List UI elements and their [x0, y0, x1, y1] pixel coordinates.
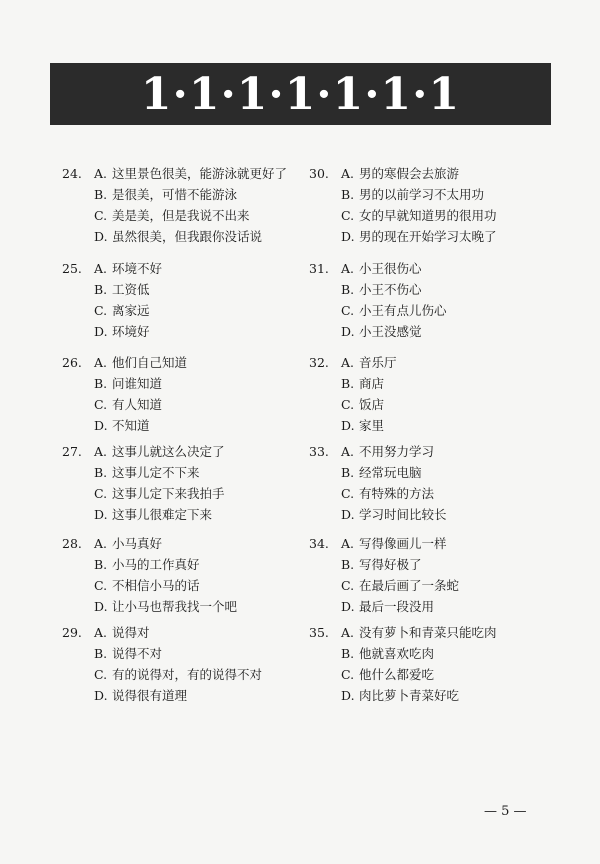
question-34: [309, 533, 559, 617]
question-number: [309, 643, 341, 664]
question-number: [62, 596, 94, 617]
option-letter: A.: [94, 444, 108, 459]
question-number: 26.: [62, 355, 82, 370]
option-row: [309, 575, 559, 596]
option-text: 肉比萝卜青菜好吃: [359, 688, 460, 703]
question-number: [62, 483, 94, 504]
option-row: [309, 664, 559, 685]
option-letter: C.: [94, 667, 108, 682]
question-number: 30.: [309, 166, 329, 181]
option-text: 商店: [359, 376, 385, 391]
option-letter: C.: [341, 667, 355, 682]
option-text: 经常玩电脑: [359, 465, 422, 480]
option-row: [309, 184, 559, 205]
option-row: [309, 415, 559, 436]
question-26: [62, 352, 312, 436]
option-text: 最后一段没用: [359, 599, 435, 614]
question-number: [62, 462, 94, 483]
option-text: 离家远: [112, 303, 150, 318]
option-letter: C.: [94, 397, 108, 412]
option-letter: D.: [94, 418, 108, 433]
option-letter: A.: [94, 625, 108, 640]
option-row: [309, 462, 559, 483]
option-text: 男的寒假会去旅游: [359, 166, 460, 181]
option-letter: A.: [341, 355, 355, 370]
option-row: [62, 554, 312, 575]
option-letter: A.: [94, 261, 108, 276]
option-text: 音乐厅: [359, 355, 397, 370]
option-text: 没有萝卜和青菜只能吃肉: [359, 625, 497, 640]
option-text: 问谁知道: [112, 376, 163, 391]
question-number: [309, 596, 341, 617]
option-letter: C.: [94, 578, 108, 593]
option-text: 美是美，但是我说不出来: [112, 208, 250, 223]
option-row: [62, 441, 312, 462]
option-row: [309, 394, 559, 415]
question-number: [62, 394, 94, 415]
option-text: 有特殊的方法: [359, 486, 435, 501]
question-number: [62, 643, 94, 664]
question-number: [62, 205, 94, 226]
question-number: [309, 226, 341, 247]
option-letter: B.: [341, 646, 355, 661]
option-row: [62, 664, 312, 685]
question-number: [62, 554, 94, 575]
option-letter: B.: [94, 465, 108, 480]
option-letter: B.: [94, 557, 108, 572]
option-text: 有的说得对，有的说得不对: [112, 667, 263, 682]
option-row: [309, 163, 559, 184]
option-text: 小王不伤心: [359, 282, 422, 297]
banner-text: 1·1·1·1·1·1·1: [140, 68, 461, 120]
question-number: [309, 415, 341, 436]
option-text: 不用努力学习: [359, 444, 435, 459]
question-number: [62, 184, 94, 205]
option-row: [62, 533, 312, 554]
option-row: [309, 226, 559, 247]
option-row: [309, 504, 559, 525]
question-number: [309, 685, 341, 706]
option-row: [309, 205, 559, 226]
option-text: 他就喜欢吃肉: [359, 646, 435, 661]
question-number: [309, 575, 341, 596]
option-row: [309, 554, 559, 575]
option-text: 这事儿定不下来: [112, 465, 200, 480]
option-row: [62, 163, 312, 184]
option-letter: A.: [341, 625, 355, 640]
question-29: [62, 622, 312, 706]
option-text: 饭店: [359, 397, 385, 412]
question-number: 25.: [62, 261, 82, 276]
option-letter: C.: [341, 303, 355, 318]
option-text: 环境好: [112, 324, 150, 339]
option-letter: C.: [341, 208, 355, 223]
option-text: 不相信小马的话: [112, 578, 200, 593]
page-number: — 5 —: [484, 804, 527, 819]
option-text: 让小马也帮我找一个吧: [112, 599, 238, 614]
question-number: [62, 664, 94, 685]
option-row: [62, 575, 312, 596]
option-letter: C.: [341, 486, 355, 501]
option-letter: A.: [341, 166, 355, 181]
option-text: 这事儿很难定下来: [112, 507, 213, 522]
question-number: [309, 554, 341, 575]
option-text: 学习时间比较长: [359, 507, 447, 522]
question-number: [309, 279, 341, 300]
option-text: 说得对: [112, 625, 150, 640]
question-24: [62, 163, 312, 247]
option-letter: A.: [341, 444, 355, 459]
option-text: 这事儿就这么决定了: [112, 444, 225, 459]
option-row: [62, 321, 312, 342]
question-number: [309, 504, 341, 525]
question-number: [62, 373, 94, 394]
option-row: [62, 394, 312, 415]
question-27: [62, 441, 312, 525]
option-text: 小王没感觉: [359, 324, 422, 339]
option-letter: D.: [94, 688, 108, 703]
option-row: [62, 685, 312, 706]
question-30: [309, 163, 559, 247]
question-number: [309, 373, 341, 394]
option-letter: D.: [341, 418, 355, 433]
option-row: [309, 685, 559, 706]
option-row: [62, 596, 312, 617]
question-number: [62, 279, 94, 300]
option-letter: B.: [341, 282, 355, 297]
option-letter: C.: [94, 208, 108, 223]
question-number: 27.: [62, 444, 82, 459]
question-33: [309, 441, 559, 525]
question-number: 29.: [62, 625, 82, 640]
option-letter: A.: [94, 166, 108, 181]
question-number: 35.: [309, 625, 329, 640]
option-row: [62, 373, 312, 394]
option-text: 男的现在开始学习太晚了: [359, 229, 497, 244]
option-letter: C.: [341, 397, 355, 412]
option-text: 工资低: [112, 282, 150, 297]
question-number: [309, 483, 341, 504]
question-number: [62, 415, 94, 436]
option-text: 家里: [359, 418, 385, 433]
option-letter: D.: [341, 599, 355, 614]
option-text: 环境不好: [112, 261, 163, 276]
option-text: 男的以前学习不太用功: [359, 187, 485, 202]
option-text: 小马真好: [112, 536, 163, 551]
option-letter: D.: [341, 229, 355, 244]
question-number: [62, 504, 94, 525]
option-text: 小王有点儿伤心: [359, 303, 447, 318]
option-row: [62, 622, 312, 643]
question-number: [309, 300, 341, 321]
question-35: [309, 622, 559, 706]
option-letter: D.: [94, 229, 108, 244]
option-text: 虽然很美，但我跟你没话说: [112, 229, 263, 244]
option-letter: C.: [341, 578, 355, 593]
option-row: [62, 258, 312, 279]
option-text: 他什么都爱吃: [359, 667, 435, 682]
option-letter: B.: [94, 187, 108, 202]
option-text: 小王很伤心: [359, 261, 422, 276]
question-number: [309, 184, 341, 205]
option-row: [309, 643, 559, 664]
option-row: [62, 643, 312, 664]
option-letter: D.: [341, 324, 355, 339]
question-number: 31.: [309, 261, 329, 276]
option-letter: B.: [94, 646, 108, 661]
question-number: [309, 205, 341, 226]
option-letter: B.: [341, 557, 355, 572]
option-row: [62, 415, 312, 436]
option-text: 他们自己知道: [112, 355, 188, 370]
option-text: 是很美，可惜不能游泳: [112, 187, 238, 202]
option-letter: D.: [94, 599, 108, 614]
option-row: [62, 300, 312, 321]
question-number: 32.: [309, 355, 329, 370]
option-letter: C.: [94, 303, 108, 318]
option-row: [309, 596, 559, 617]
question-number: 24.: [62, 166, 82, 181]
option-text: 写得好极了: [359, 557, 422, 572]
option-letter: A.: [94, 355, 108, 370]
question-25: [62, 258, 312, 342]
option-text: 写得像画儿一样: [359, 536, 447, 551]
question-number: [309, 664, 341, 685]
option-letter: B.: [94, 376, 108, 391]
question-number: [309, 321, 341, 342]
option-text: 说得不对: [112, 646, 163, 661]
option-row: [62, 226, 312, 247]
option-text: 不知道: [112, 418, 150, 433]
question-number: [62, 226, 94, 247]
option-text: 女的早就知道男的很用功: [359, 208, 497, 223]
option-row: [62, 483, 312, 504]
question-number: [62, 321, 94, 342]
option-row: [309, 352, 559, 373]
question-number: 34.: [309, 536, 329, 551]
option-row: [309, 321, 559, 342]
question-number: 28.: [62, 536, 82, 551]
option-row: [309, 483, 559, 504]
option-row: [309, 279, 559, 300]
option-row: [309, 441, 559, 462]
option-row: [62, 184, 312, 205]
question-number: [62, 685, 94, 706]
option-letter: D.: [94, 507, 108, 522]
option-letter: A.: [341, 261, 355, 276]
option-letter: D.: [341, 507, 355, 522]
option-text: 这里景色很美，能游泳就更好了: [112, 166, 288, 181]
option-text: 小马的工作真好: [112, 557, 200, 572]
option-text: 有人知道: [112, 397, 163, 412]
question-31: [309, 258, 559, 342]
option-letter: B.: [94, 282, 108, 297]
option-row: [62, 205, 312, 226]
option-row: [309, 373, 559, 394]
option-row: [309, 622, 559, 643]
option-row: [309, 300, 559, 321]
question-number: 33.: [309, 444, 329, 459]
question-32: [309, 352, 559, 436]
option-text: 在最后画了一条蛇: [359, 578, 460, 593]
question-28: [62, 533, 312, 617]
question-number: [309, 394, 341, 415]
option-letter: D.: [341, 688, 355, 703]
question-number: [62, 300, 94, 321]
option-row: [62, 352, 312, 373]
option-row: [62, 462, 312, 483]
question-number: [62, 575, 94, 596]
option-letter: B.: [341, 187, 355, 202]
option-text: 这事儿定下来我拍手: [112, 486, 225, 501]
option-row: [309, 258, 559, 279]
option-letter: B.: [341, 376, 355, 391]
option-letter: C.: [94, 486, 108, 501]
option-row: [309, 533, 559, 554]
option-text: 说得很有道理: [112, 688, 188, 703]
question-number: [309, 462, 341, 483]
option-row: [62, 504, 312, 525]
option-letter: D.: [94, 324, 108, 339]
option-letter: A.: [341, 536, 355, 551]
option-letter: A.: [94, 536, 108, 551]
option-row: [62, 279, 312, 300]
option-letter: B.: [341, 465, 355, 480]
